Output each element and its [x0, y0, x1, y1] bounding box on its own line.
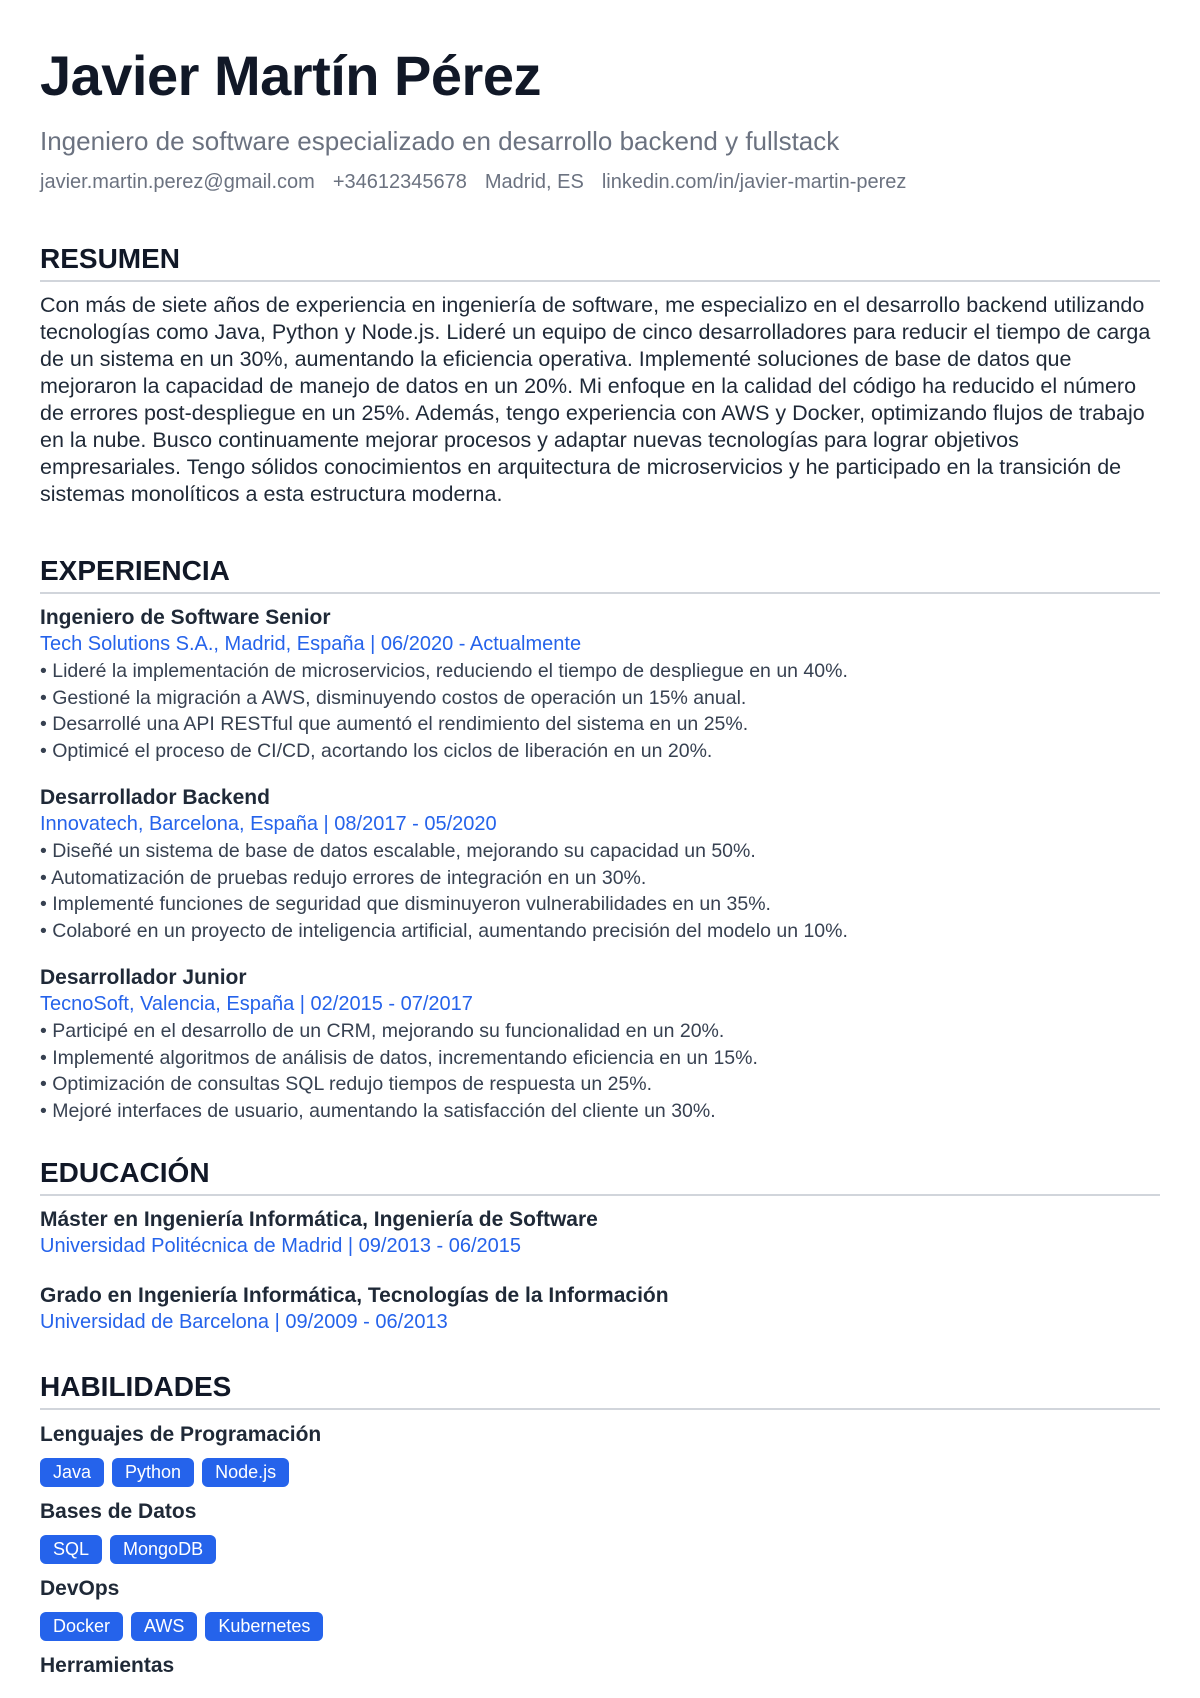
degree-meta: Universidad Politécnica de Madrid | 09/2013 - 06/2015	[40, 1235, 522, 1257]
contact-line	[40, 168, 1160, 196]
job-bullet: • Participé en el desarrollo de un CRM, mejorando su funcionalidad en un 20%.	[40, 1018, 1160, 1045]
job-bullet: • Diseñé un sistema de base de datos escalable, mejorando su capacidad un 50%.	[40, 838, 1160, 865]
skill-group	[40, 1651, 1160, 1681]
skill-tag: Kubernetes	[205, 1612, 323, 1641]
skill-group	[40, 1497, 1160, 1564]
job-title: Desarrollador Backend	[40, 786, 270, 809]
job-bullet: • Implementé funciones de seguridad que disminuyeron vulnerabilidades en un 35%.	[40, 891, 1160, 918]
contact-linkedin[interactable]: linkedin.com/in/javier-martin-perez	[601, 171, 907, 193]
job-meta: TecnoSoft, Valencia, España | 02/2015 - 07/2017	[40, 993, 473, 1015]
skill-tag: SQL	[40, 1535, 102, 1564]
skill-tag: AWS	[131, 1612, 197, 1641]
skill-tags	[40, 1535, 1160, 1564]
candidate-name: Javier Martín Pérez	[40, 44, 541, 107]
summary-section	[40, 242, 1160, 508]
education-section	[40, 1156, 1160, 1336]
summary-text: Con más de siete años de experiencia en ingeniería de software, me especializo en el desarrollo backend utilizando tecnologías como Java, Python y Node.js. Lideré un equipo de cinco desarrolladores para reducir el tiempo de carga de un sistema en un 30%, aumentando la eficiencia operativa. Implementé soluciones de base de datos que mejoraron la capacidad de manejo de datos en un 20%. Mi enfoque en la calidad del código ha reducido el número de errores post-despliegue en un 25%. Además, tengo experiencia con AWS y Docker, optimizando flujos de trabajo en la nube. Busco continuamente mejorar procesos y adaptar nuevas tecnologías para lograr objetivos empresariales. Tengo sólidos conocimientos en arquitectura de microservicios y he participado en la transición de sistemas monolíticos a esta estructura moderna.	[40, 293, 1151, 506]
job-title: Ingeniero de Software Senior	[40, 606, 331, 629]
education-entry	[40, 1282, 1160, 1336]
skill-category: Bases de Datos	[40, 1500, 197, 1523]
degree-meta: Universidad de Barcelona | 09/2009 - 06/2013	[40, 1311, 448, 1333]
summary-heading: RESUMEN	[40, 242, 1160, 282]
skill-category: Herramientas	[40, 1654, 175, 1677]
contact-phone[interactable]: +34612345678	[332, 171, 467, 193]
skill-group	[40, 1420, 1160, 1487]
job-bullet: • Mejoré interfaces de usuario, aumentando la satisfacción del cliente un 30%.	[40, 1098, 1160, 1125]
job-entry	[40, 964, 1160, 1124]
skill-group	[40, 1574, 1160, 1641]
experience-section	[40, 554, 1160, 1124]
job-bullet: • Implementé algoritmos de análisis de datos, incrementando eficiencia en un 15%.	[40, 1045, 1160, 1072]
skill-tag: MongoDB	[110, 1535, 216, 1564]
job-bullet: • Desarrollé una API RESTful que aumentó el rendimiento del sistema en un 25%.	[40, 711, 1160, 738]
job-bullet: • Optimización de consultas SQL redujo tiempos de respuesta un 25%.	[40, 1071, 1160, 1098]
skill-tag: Node.js	[202, 1458, 289, 1487]
education-entry	[40, 1206, 1160, 1260]
skill-tags	[40, 1612, 1160, 1641]
job-title: Desarrollador Junior	[40, 966, 247, 989]
job-bullet: • Lideré la implementación de microservicios, reduciendo el tiempo de despliegue en un 40%.	[40, 658, 1160, 685]
job-bullet: • Automatización de pruebas redujo errores de integración en un 30%.	[40, 865, 1160, 892]
skills-heading: HABILIDADES	[40, 1370, 1160, 1410]
experience-heading: EXPERIENCIA	[40, 554, 1160, 594]
skill-tag: Docker	[40, 1612, 123, 1641]
skill-tag: Java	[40, 1458, 104, 1487]
job-bullets	[40, 658, 1160, 764]
skills-section	[40, 1370, 1160, 1681]
skill-tags	[40, 1458, 1160, 1487]
degree-title: Grado en Ingeniería Informática, Tecnologías de la Información	[40, 1284, 669, 1307]
skill-category: DevOps	[40, 1577, 120, 1600]
job-bullet: • Optimicé el proceso de CI/CD, acortando los ciclos de liberación en un 20%.	[40, 738, 1160, 765]
skill-tag: Python	[112, 1458, 194, 1487]
job-bullet: • Gestioné la migración a AWS, disminuyendo costos de operación un 15% anual.	[40, 685, 1160, 712]
contact-location: Madrid, ES	[484, 171, 584, 193]
job-meta: Tech Solutions S.A., Madrid, España | 06/2020 - Actualmente	[40, 633, 582, 655]
education-heading: EDUCACIÓN	[40, 1156, 1160, 1196]
candidate-tagline: Ingeniero de software especializado en desarrollo backend y fullstack	[40, 126, 840, 156]
job-entry	[40, 604, 1160, 764]
skill-category: Lenguajes de Programación	[40, 1423, 322, 1446]
job-bullet: • Colaboré en un proyecto de inteligencia artificial, aumentando precisión del modelo un 10%.	[40, 918, 1160, 945]
job-bullets	[40, 838, 1160, 944]
job-entry	[40, 784, 1160, 944]
job-meta: Innovatech, Barcelona, España | 08/2017 - 05/2020	[40, 813, 497, 835]
resume-header	[40, 40, 1160, 196]
contact-email[interactable]: javier.martin.perez@gmail.com	[40, 171, 315, 193]
job-bullets	[40, 1018, 1160, 1124]
degree-title: Máster en Ingeniería Informática, Ingeniería de Software	[40, 1208, 598, 1231]
